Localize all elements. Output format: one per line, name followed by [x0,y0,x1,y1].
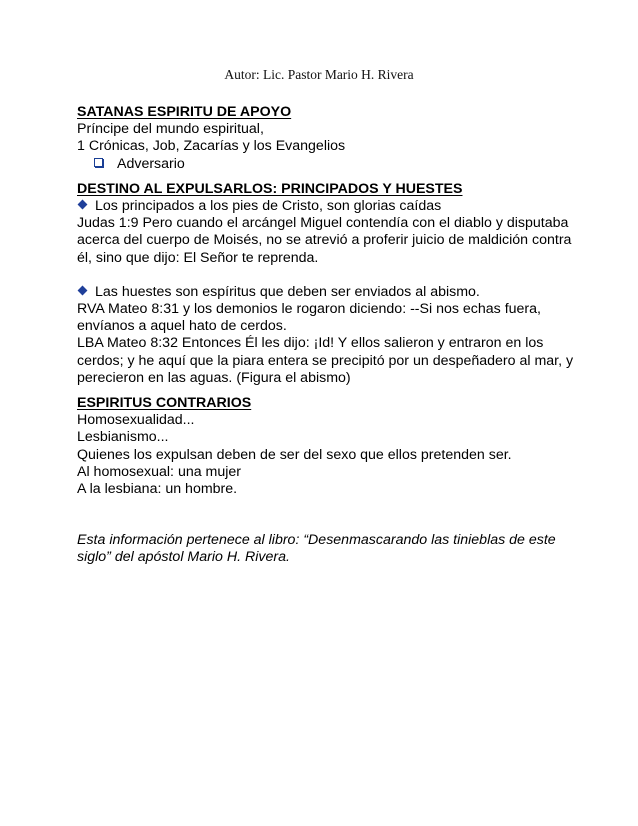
body-line: A la lesbiana: un hombre. [77,481,238,498]
list-item-label: Los principados a los pies de Cristo, son glorias caídas [95,198,442,215]
author-line: Autor: Lic. Pastor Mario H. Rivera [224,67,414,82]
diamond-bullet-icon [78,285,88,295]
section-heading-satanas: SATANAS ESPIRITU DE APOYO [77,104,292,120]
body-line: acerca del cuerpo de Moisés, no se atrevió a proferir juicio de maldición contra [77,232,572,249]
body-line: LBA Mateo 8:32 Entonces Él les dijo: ¡Id! Y ellos salieron y entraron en los [77,335,544,352]
square-bullet-icon [94,158,103,167]
body-line: Quienes los expulsan deben de ser del sexo que ellos pretenden ser. [77,446,512,463]
footer-note-line: siglo” del apóstol Mario H. Rivera. [77,549,290,566]
body-line: Judas 1:9 Pero cuando el arcángel Miguel contendía con el diablo y disputaba [77,215,569,232]
list-item-label: Adversario [117,155,185,172]
diamond-bullet-icon [78,200,88,210]
body-line: él, sino que dijo: El Señor te reprenda. [77,249,319,266]
document-body [77,104,577,567]
body-line: envíanos a aquel hato de cerdos. [77,318,287,335]
body-line: perecieron en las aguas. (Figura el abismo) [77,369,351,386]
body-line: 1 Crónicas, Job, Zacarías y los Evangelios [77,138,346,155]
body-line: RVA Mateo 8:31 y los demonios le rogaron diciendo: --Si nos echas fuera, [77,301,541,318]
body-line: Príncipe del mundo espiritual, [77,121,264,138]
section-heading-espiritus: ESPIRITUS CONTRARIOS [77,395,252,412]
body-line: cerdos; y he aquí que la piara entera se precipitó por un despeñadero al mar, y [77,352,574,369]
body-line: Al homosexual: una mujer [77,463,242,480]
list-item-adversario [77,156,577,173]
footer-note-line: Esta información pertenece al libro: “Desenmascarando las tinieblas de este [77,532,556,549]
list-item-huestes [77,284,577,301]
list-item-label: Las huestes son espíritus que deben ser enviados al abismo. [95,283,480,300]
body-line: Lesbianismo... [77,429,169,446]
body-line: Homosexualidad... [77,412,195,429]
section-heading-destino: DESTINO AL EXPULSARLOS: PRINCIPADOS Y HUESTES [77,180,463,197]
list-item-principados [77,198,577,215]
